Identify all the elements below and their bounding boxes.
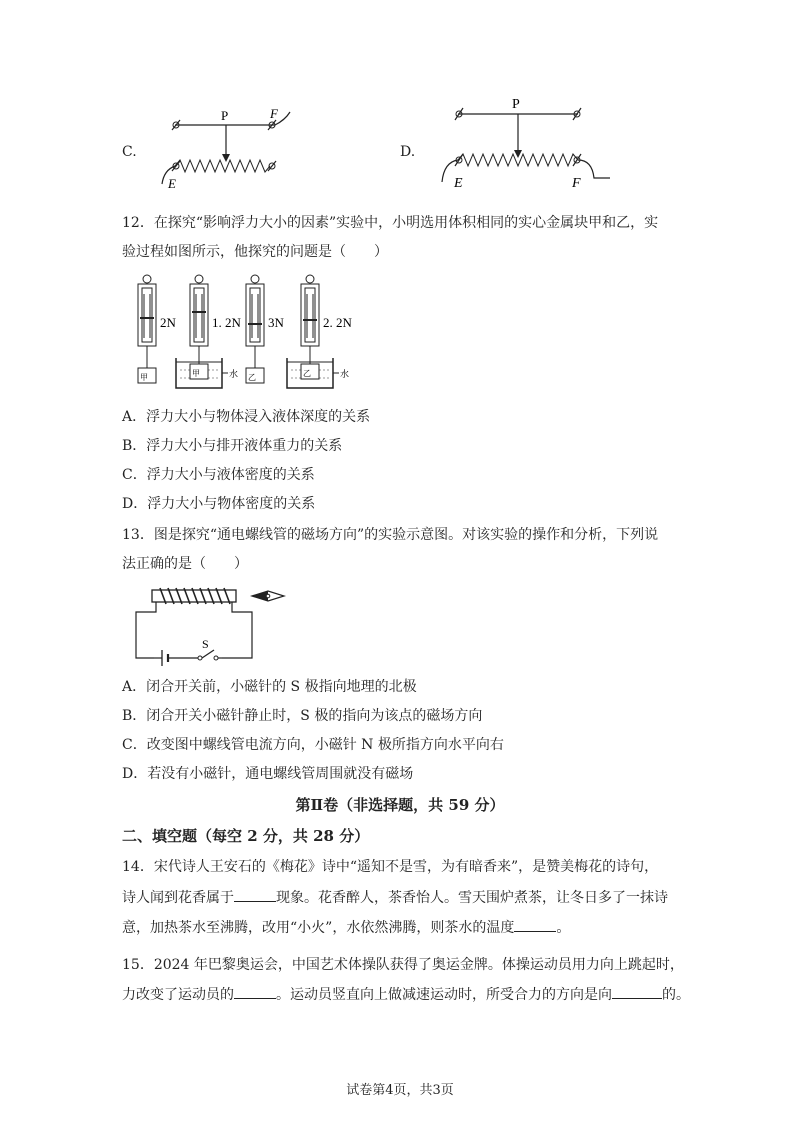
option-d-label: D.	[400, 144, 416, 160]
q14-line1: 14．宋代诗人王安石的《梅花》诗中“遥知不是雪，为有暗香来”，是赞美梅花的诗句，	[122, 859, 659, 875]
q15-line2-c: 的。	[662, 987, 690, 1003]
q12-option-c: C．浮力大小与液体密度的关系	[122, 467, 315, 483]
q14-line2-b: 现象。花香醉人，茶香怡人。雪天围炉煮茶，让冬日多了一抹诗	[276, 890, 668, 906]
diagram-c	[150, 100, 310, 195]
label-p-d: P	[512, 97, 520, 112]
q15-line1: 15．2024 年巴黎奥运会，中国艺术体操队获得了奥运金牌。体操运动员用力向上跳起时，	[122, 957, 684, 973]
section-title: 第Ⅱ卷（非选择题，共 59 分）	[295, 796, 505, 814]
spring-scale-diagram	[128, 272, 368, 394]
q14-line3	[122, 917, 570, 938]
q12-stem-line1: 12．在探究“影响浮力大小的因素”实验中，小明选用体积相同的实心金属块甲和乙，实	[122, 215, 659, 231]
block-label-2: 甲	[192, 369, 200, 378]
label-f-d: F	[572, 176, 581, 191]
solenoid-circuit-diagram	[130, 582, 300, 667]
switch-label: S	[202, 637, 209, 651]
water-label-2: 水	[340, 369, 350, 379]
label-f: F	[270, 106, 278, 121]
spring-scale-3	[246, 275, 285, 383]
part2-heading: 二、填空题（每空 2 分，共 28 分）	[122, 827, 370, 845]
q13-option-d: D．若没有小磁针，通电螺线管周围就没有磁场	[122, 766, 414, 782]
q14-line2	[122, 887, 668, 908]
q15-blank-2[interactable]	[612, 984, 662, 999]
q14-line3-b: 。	[556, 920, 571, 936]
q13-stem-line2: 法正确的是（ ）	[122, 556, 248, 572]
block-label-1: 甲	[140, 373, 148, 382]
q13-option-b: B．闭合开关小磁针静止时，S 极的指向为该点的磁场方向	[122, 708, 483, 724]
q12-option-a: A．浮力大小与物体浸入液体深度的关系	[122, 409, 371, 425]
reading-3: 3N	[268, 315, 284, 330]
compass-needle	[252, 591, 284, 601]
q13-stem-line1: 13．图是探究“通电螺线管的磁场方向”的实验示意图。对该实验的操作和分析，下列说	[122, 527, 659, 543]
q15-line2-a: 力改变了运动员的	[122, 987, 234, 1003]
spring-scale-2	[176, 275, 242, 388]
spring-scale-4	[287, 275, 353, 388]
q15-blank-1[interactable]	[234, 984, 276, 999]
q12-stem-line2: 验过程如图所示，他探究的问题是（ ）	[122, 244, 388, 260]
q12-option-d: D．浮力大小与物体密度的关系	[122, 496, 316, 512]
label-e: E	[168, 176, 176, 191]
diagram-d	[430, 92, 620, 192]
q12-option-b: B．浮力大小与排开液体重力的关系	[122, 438, 343, 454]
label-p: P	[221, 108, 229, 123]
q13-option-a: A．闭合开关前，小磁针的 S 极指向地理的北极	[122, 679, 417, 695]
option-c-label: C.	[122, 144, 137, 160]
block-label-3: 乙	[248, 373, 256, 382]
reading-2: 1. 2N	[212, 315, 241, 330]
label-e-d: E	[454, 176, 463, 191]
q15-line2-b: 。运动员竖直向上做减速运动时，所受合力的方向是向	[276, 987, 612, 1003]
reading-1: 2N	[160, 315, 176, 330]
q14-blank-2[interactable]	[514, 917, 556, 932]
spring-scale-1	[138, 275, 177, 383]
reading-4: 2. 2N	[323, 315, 352, 330]
q14-line2-a: 诗人闻到花香属于	[122, 890, 234, 906]
q14-line3-a: 意，加热茶水至沸腾，改用“小火”，水依然沸腾，则茶水的温度	[122, 920, 515, 936]
q14-blank-1[interactable]	[234, 887, 276, 902]
block-label-4: 乙	[303, 369, 311, 378]
page-footer: 试卷第4页，共3页	[346, 1083, 454, 1098]
q15-line2	[122, 984, 690, 1005]
water-label-1: 水	[229, 369, 239, 379]
q13-option-c: C．改变图中螺线管电流方向，小磁针 N 极所指方向水平向右	[122, 737, 504, 753]
